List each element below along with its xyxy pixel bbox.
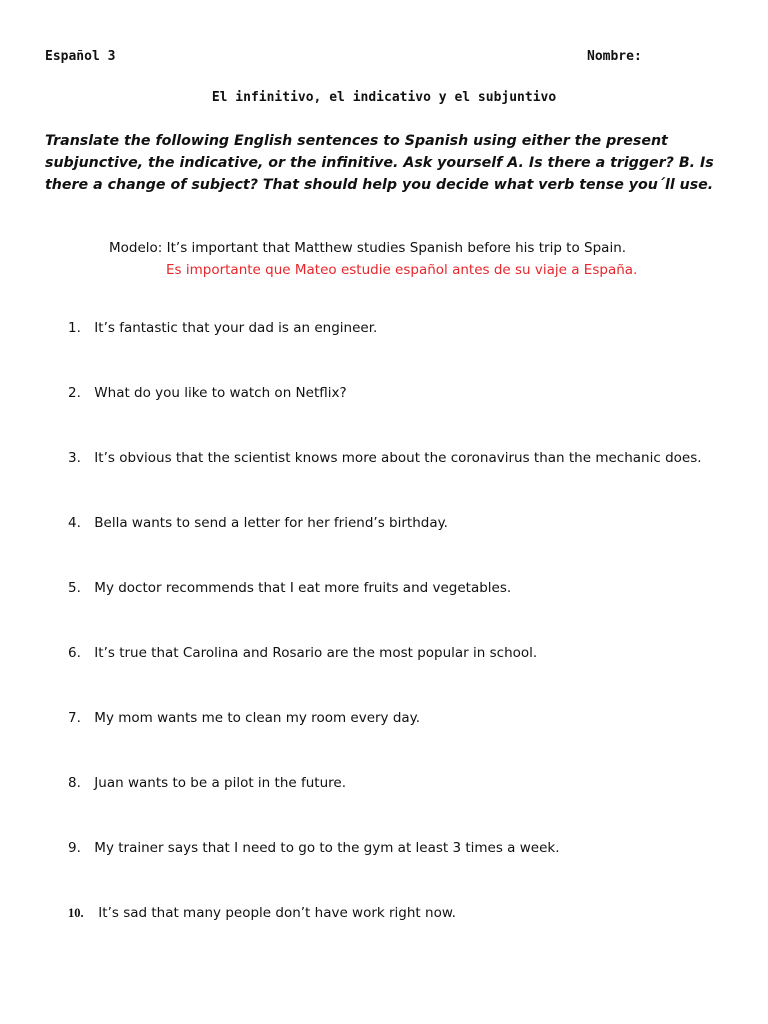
question-text: It’s true that Carolina and Rosario are the most popular in school. — [94, 645, 538, 661]
model-label: Modelo: — [109, 240, 163, 256]
question-text: It’s obvious that the scientist knows more about the coronavirus than the mechanic does. — [94, 450, 702, 466]
question-text: My doctor recommends that I eat more fruits and vegetables. — [94, 580, 512, 596]
question-number: 5. — [68, 580, 81, 596]
name-label: Nombre: — [587, 49, 642, 64]
question-text: Bella wants to send a letter for her friend’s birthday. — [94, 515, 448, 531]
question-item — [68, 840, 560, 856]
question-item — [68, 775, 346, 791]
question-number: 9. — [68, 840, 81, 856]
course-title: Español 3 — [45, 49, 116, 64]
question-item — [68, 710, 420, 726]
question-number: 10. — [68, 906, 84, 920]
instructions: Translate the following English sentences to Spanish using either the present subjunctive, the indicative, or the infinitive. Ask yourself A. Is there a trigger? B. Is there a change of subject? That should help you decide what verb tense you´ll use. — [45, 133, 714, 193]
question-text: My mom wants me to clean my room every day. — [94, 710, 421, 726]
question-text: Juan wants to be a pilot in the future. — [94, 775, 346, 791]
question-item — [68, 580, 511, 596]
model-example — [109, 240, 626, 256]
question-item — [68, 905, 456, 921]
question-number: 2. — [68, 385, 81, 401]
model-english-sentence: It’s important that Matthew studies Spanish before his trip to Spain. — [166, 240, 627, 256]
question-number: 3. — [68, 450, 81, 466]
question-number: 8. — [68, 775, 81, 791]
model-spanish-answer: Es importante que Mateo estudie español antes de su viaje a España. — [166, 262, 638, 278]
question-text: My trainer says that I need to go to the gym at least 3 times a week. — [94, 840, 560, 856]
question-number: 7. — [68, 710, 81, 726]
question-number: 4. — [68, 515, 81, 531]
question-item — [68, 645, 537, 661]
question-text: It’s sad that many people don’t have work right now. — [98, 905, 456, 921]
question-number: 1. — [68, 320, 81, 336]
worksheet-title: El infinitivo, el indicativo y el subjuntivo — [211, 90, 557, 105]
question-item — [68, 385, 347, 401]
question-item — [68, 450, 702, 466]
question-text: What do you like to watch on Netflix? — [94, 385, 347, 401]
question-text: It’s fantastic that your dad is an engineer. — [94, 320, 378, 336]
question-number: 6. — [68, 645, 81, 661]
question-item — [68, 320, 377, 336]
question-item — [68, 515, 448, 531]
